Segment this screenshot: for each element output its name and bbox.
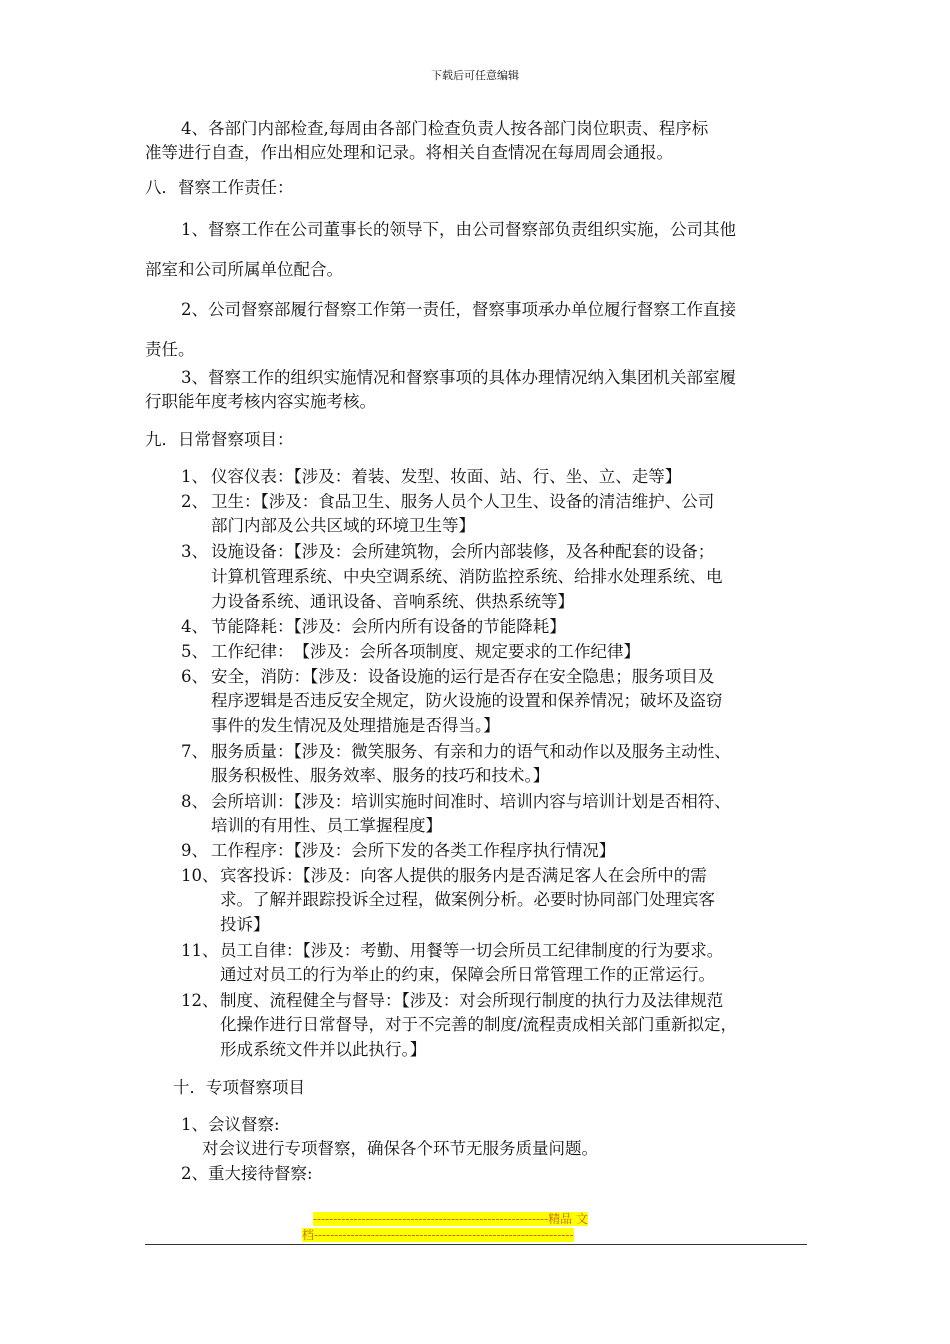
para4-line2: 准等进行自查，作出相应处理和记录。将相关自查情况在每周周会通报。 <box>145 143 673 162</box>
list-item-num: 12、 <box>181 991 219 1010</box>
section10-item1-title: 1、会议督察: <box>181 1115 280 1134</box>
section9-heading: 九．日常督察项目： <box>145 430 294 449</box>
list-item-num: 8、 <box>181 792 208 811</box>
list-item-num: 4、 <box>181 617 208 636</box>
list-item-text: 安全，消防：【涉及：设备设施的运行是否存在安全隐患；服务项目及 <box>211 667 715 686</box>
list-item-num: 9、 <box>181 841 208 860</box>
list-item-text: 计算机管理系统、中央空调系统、消防监控系统、给排水处理系统、电 <box>211 567 723 586</box>
footer-watermark-line1: ----------------------------------------------------------精品 文 <box>313 1212 588 1226</box>
page-header: 下载后可任意编辑 <box>431 69 519 82</box>
list-item-num: 2、 <box>181 492 208 511</box>
footer-divider <box>145 1244 807 1245</box>
section8-heading: 八．督察工作责任： <box>145 178 294 197</box>
section8-item1-line2: 部室和公司所属单位配合。 <box>145 260 343 279</box>
list-item-text: 通过对员工的行为举止的约束，保障会所日常管理工作的正常运行。 <box>220 965 715 984</box>
list-item-num: 3、 <box>181 542 208 561</box>
list-item-text: 节能降耗：【涉及：会所内所有设备的节能降耗】 <box>211 617 566 636</box>
list-item-num: 10、 <box>181 866 219 885</box>
list-item-text: 事件的发生情况及处理措施是否得当。】 <box>211 716 500 735</box>
footer-watermark-line2: 档---------------------------------------------------------------- <box>302 1228 574 1242</box>
section8-item3-line1: 3、督察工作的组织实施情况和督察事项的具体办理情况纳入集团机关部室履 <box>181 368 736 387</box>
list-item-num: 1、 <box>181 467 208 486</box>
list-item-num: 6、 <box>181 667 208 686</box>
section8-item2-line1: 2、公司督察部履行督察工作第一责任，督察事项承办单位履行督察工作直接 <box>181 300 736 319</box>
list-item-num: 5、 <box>181 642 208 661</box>
list-item-text: 工作纪律： 【涉及：会所各项制度、规定要求的工作纪律】 <box>211 642 640 661</box>
list-item-text: 员工自律：【涉及：考勤、用餐等一切会所员工纪律制度的行为要求。 <box>220 941 724 960</box>
list-item-text: 服务积极性、服务效率、服务的技巧和技术。】 <box>211 766 550 785</box>
list-item-text: 程序逻辑是否违反安全规定，防火设施的设置和保养情况；破坏及盗窃 <box>211 691 723 710</box>
section8-item3-line2: 行职能年度考核内容实施考核。 <box>145 392 376 411</box>
list-item-text: 仪容仪表：【涉及：着装、发型、妆面、站、行、坐、立、走等】 <box>211 467 682 486</box>
list-item-text: 宾客投诉：【涉及：向客人提供的服务内是否满足客人在会所中的需 <box>220 866 707 885</box>
list-item-text: 求。了解并跟踪投诉全过程，做案例分析。必要时协同部门处理宾客 <box>220 890 715 909</box>
list-item-text: 投诉】 <box>220 915 270 934</box>
section10-item1-desc: 对会议进行专项督察，确保各个环节无服务质量问题。 <box>202 1139 598 1158</box>
section10-item2-title: 2、重大接待督察: <box>181 1164 313 1183</box>
list-item-num: 11、 <box>181 941 219 960</box>
list-item-text: 化操作进行日常督导，对于不完善的制度/流程责成相关部门重新拟定， <box>220 1015 738 1034</box>
para4-line1: 4、各部门内部检查,每周由各部门检查负责人按各部门岗位职责、程序标 <box>181 119 709 138</box>
list-item-text: 设施设备：【涉及：会所建筑物，会所内部装修，及各种配套的设备； <box>211 542 715 561</box>
list-item-text: 制度、流程健全与督导：【涉及：对会所现行制度的执行力及法律规范 <box>220 991 724 1010</box>
section8-item1-line1: 1、督察工作在公司董事长的领导下，由公司督察部负责组织实施，公司其他 <box>181 220 736 239</box>
list-item-text: 力设备系统、通讯设备、音响系统、供热系统等】 <box>211 592 574 611</box>
list-item-num: 7、 <box>181 742 208 761</box>
list-item-text: 会所培训：【涉及：培训实施时间准时、培训内容与培训计划是否相符、 <box>211 792 731 811</box>
section8-item2-line2: 责任。 <box>145 340 195 359</box>
list-item-text: 部门内部及公共区域的环境卫生等】 <box>211 516 475 535</box>
list-item-text: 卫生：【涉及：食品卫生、服务人员个人卫生、设备的清洁维护、公司 <box>211 492 715 511</box>
section10-heading: 十．专项督察项目 <box>173 1078 305 1097</box>
list-item-text: 服务质量：【涉及：微笑服务、有亲和力的语气和动作以及服务主动性、 <box>211 742 731 761</box>
list-item-text: 形成系统文件并以此执行。】 <box>220 1040 427 1059</box>
list-item-text: 工作程序：【涉及：会所下发的各类工作程序执行情况】 <box>211 841 616 860</box>
list-item-text: 培训的有用性、员工掌握程度】 <box>211 816 442 835</box>
